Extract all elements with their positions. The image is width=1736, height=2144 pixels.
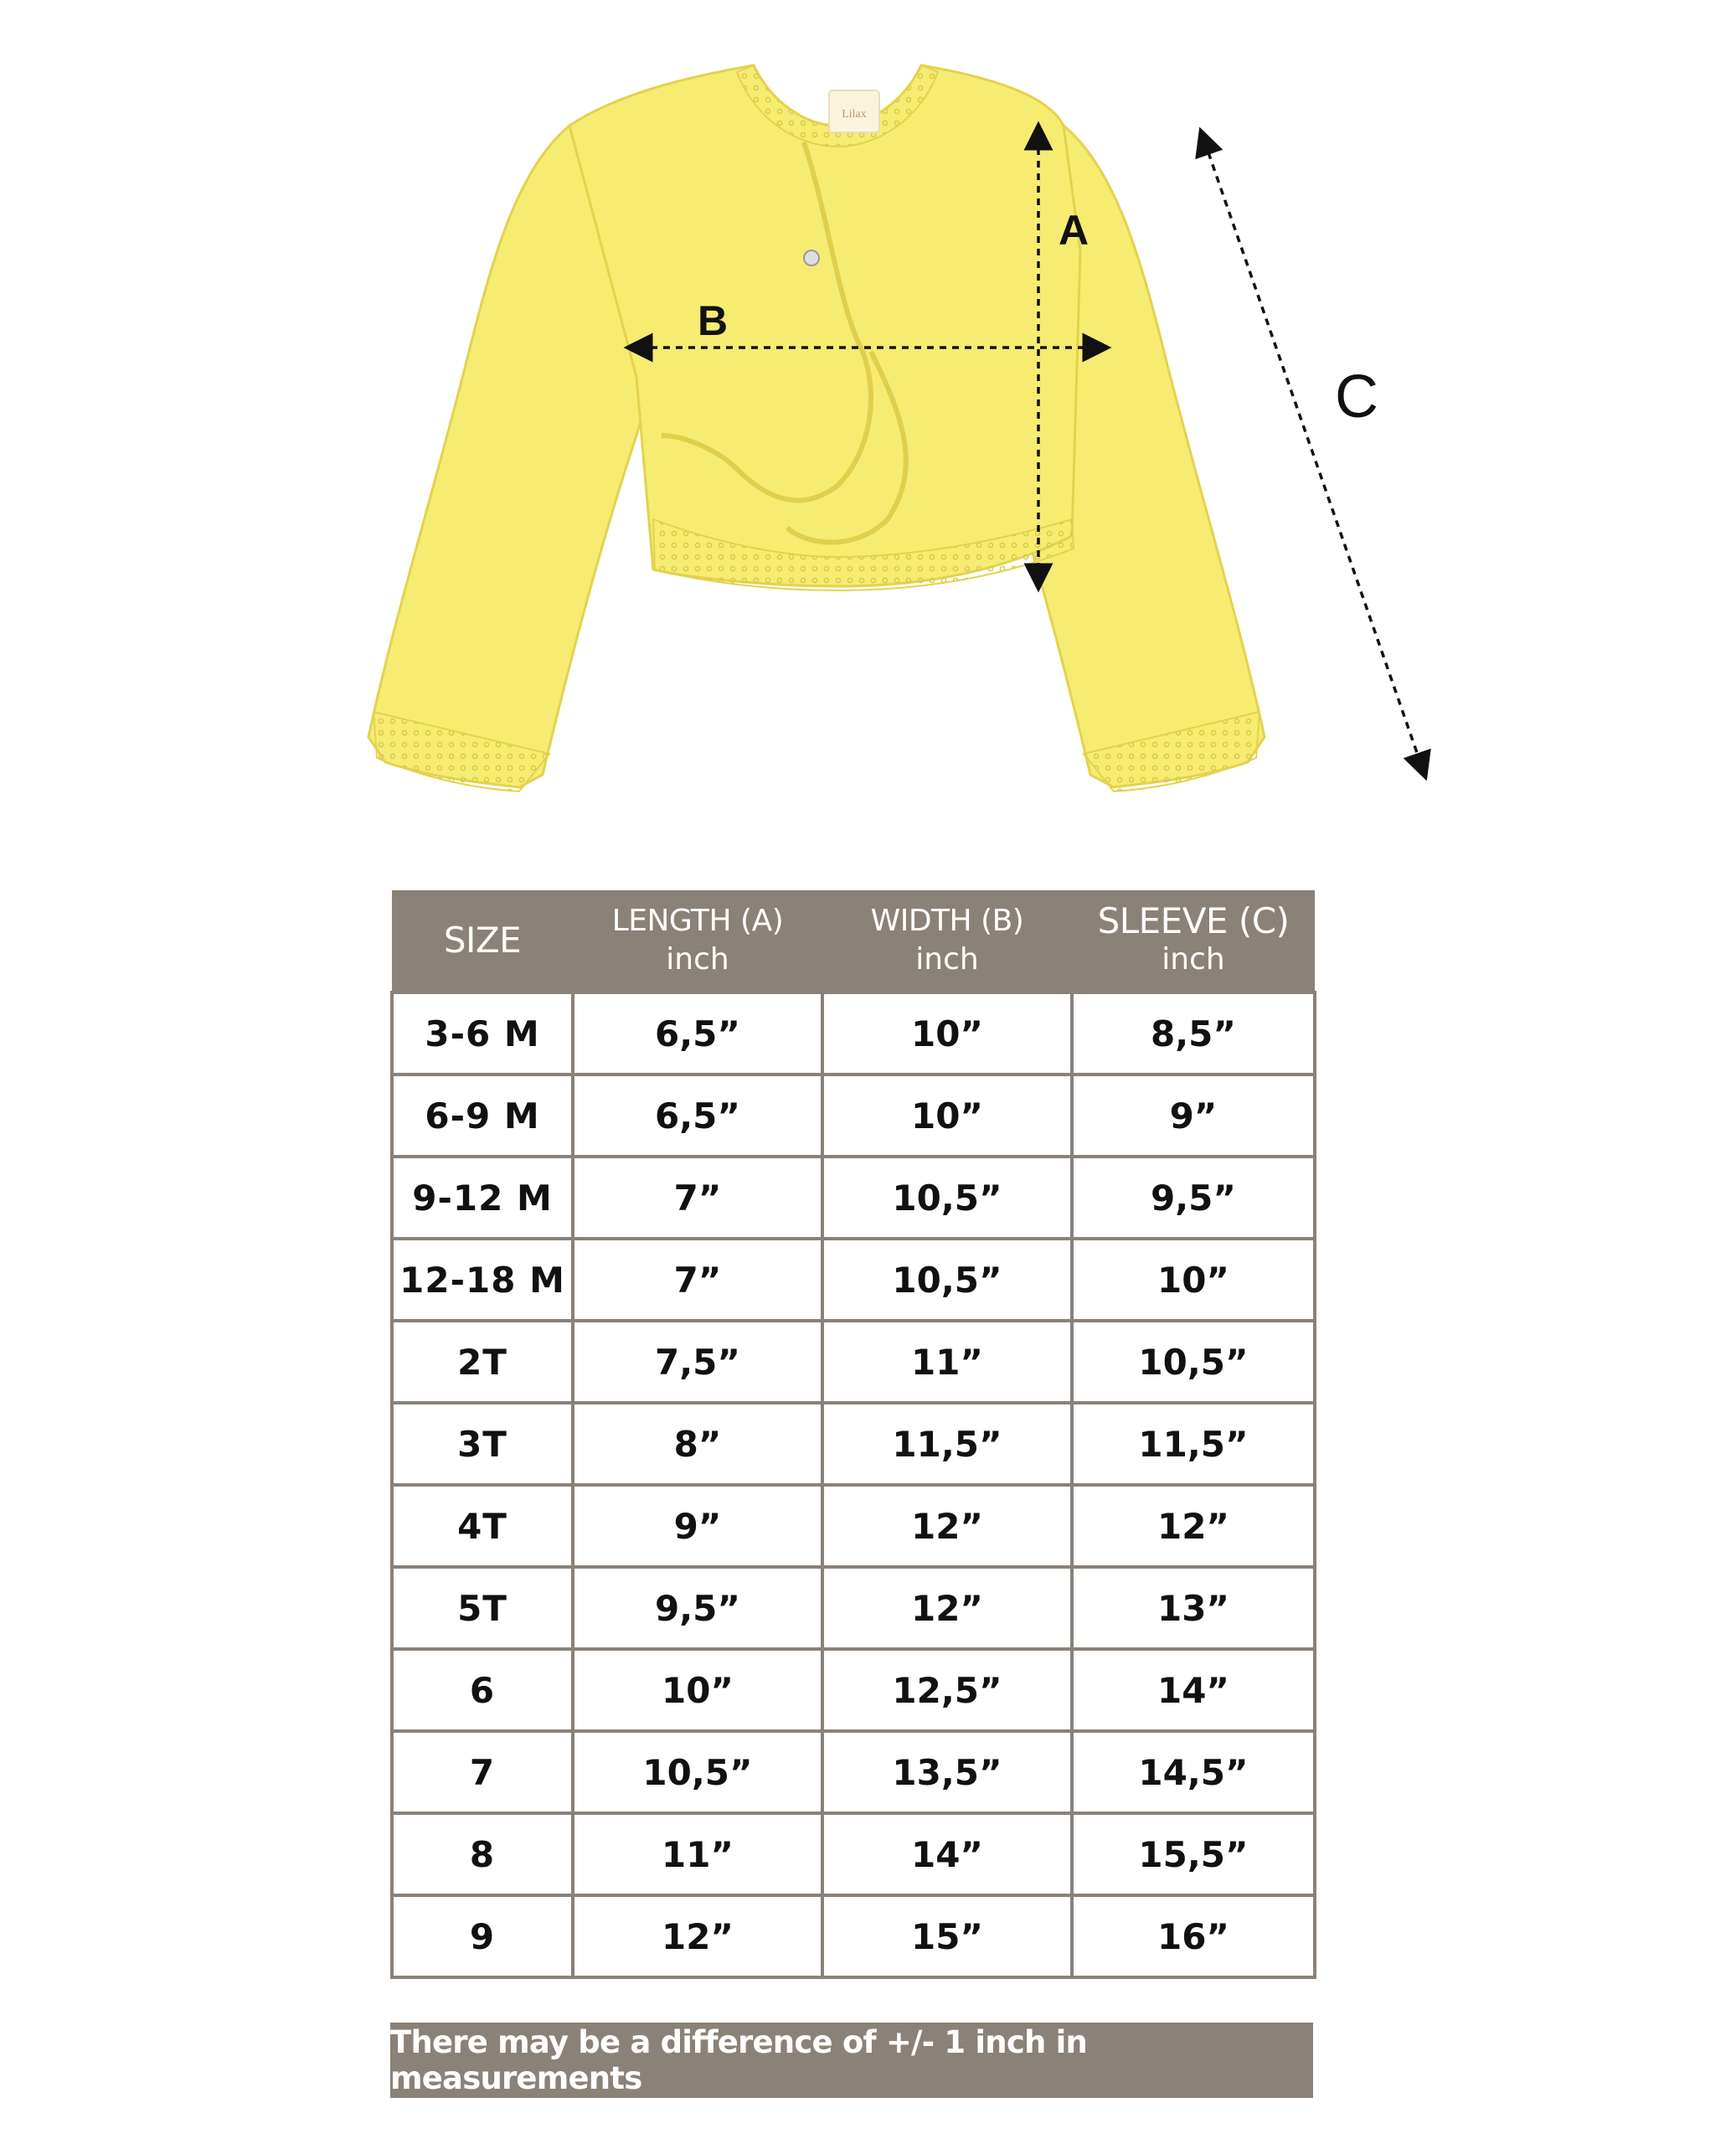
width-cell: 12” [822, 1485, 1072, 1567]
header-length: LENGTH (A) inch [573, 890, 822, 992]
brand-tag-text: Lilax [842, 108, 867, 121]
size-cell: 3-6 M [392, 992, 573, 1075]
sleeve-cell: 14” [1072, 1649, 1315, 1731]
size-cell: 2T [392, 1321, 573, 1403]
sleeve-cell: 15,5” [1072, 1813, 1315, 1895]
length-cell: 11” [573, 1813, 822, 1895]
table-row [392, 1649, 1315, 1731]
size-cell: 7 [392, 1731, 573, 1813]
width-cell: 10” [822, 992, 1072, 1075]
label-b: B [697, 297, 729, 344]
width-cell: 12” [822, 1567, 1072, 1649]
size-cell: 12-18 M [392, 1239, 573, 1321]
width-cell: 14” [822, 1813, 1072, 1895]
button-icon [804, 250, 819, 265]
size-cell: 6-9 M [392, 1075, 573, 1157]
label-c: C [1335, 363, 1378, 430]
sleeve-cell: 12” [1072, 1485, 1315, 1567]
size-cell: 3T [392, 1403, 573, 1485]
sleeve-cell: 9” [1072, 1075, 1315, 1157]
length-cell: 10,5” [573, 1731, 822, 1813]
length-cell: 7” [573, 1239, 822, 1321]
width-cell: 10” [822, 1075, 1072, 1157]
header-width: WIDTH (B) inch [822, 890, 1072, 992]
length-cell: 7” [573, 1157, 822, 1239]
length-cell: 7,5” [573, 1321, 822, 1403]
table-row [392, 1731, 1315, 1813]
length-cell: 8” [573, 1403, 822, 1485]
size-cell: 8 [392, 1813, 573, 1895]
table-row [392, 1075, 1315, 1157]
sleeve-cell: 8,5” [1072, 992, 1315, 1075]
sleeve-cell: 10” [1072, 1239, 1315, 1321]
sleeve-cell: 10,5” [1072, 1321, 1315, 1403]
table-row [392, 1321, 1315, 1403]
size-chart-table [390, 890, 1316, 1979]
table-row [392, 992, 1315, 1075]
width-cell: 10,5” [822, 1157, 1072, 1239]
size-cell: 6 [392, 1649, 573, 1731]
length-cell: 12” [573, 1895, 822, 1977]
length-cell: 9,5” [573, 1567, 822, 1649]
table-row [392, 1157, 1315, 1239]
table-row [392, 1239, 1315, 1321]
width-cell: 10,5” [822, 1239, 1072, 1321]
length-cell: 10” [573, 1649, 822, 1731]
label-a: A [1058, 207, 1090, 254]
length-cell: 9” [573, 1485, 822, 1567]
header-size: SIZE [392, 890, 573, 992]
table-row [392, 1895, 1315, 1977]
garment-diagram [0, 0, 1736, 838]
sleeve-cell: 16” [1072, 1895, 1315, 1977]
table-row [392, 1813, 1315, 1895]
table-row [392, 1485, 1315, 1567]
size-cell: 4T [392, 1485, 573, 1567]
sleeve-cell: 11,5” [1072, 1403, 1315, 1485]
size-cell: 9-12 M [392, 1157, 573, 1239]
width-cell: 11” [822, 1321, 1072, 1403]
width-cell: 13,5” [822, 1731, 1072, 1813]
header-sleeve: SLEEVE (C) inch [1072, 890, 1315, 992]
length-cell: 6,5” [573, 992, 822, 1075]
sleeve-cell: 13” [1072, 1567, 1315, 1649]
length-cell: 6,5” [573, 1075, 822, 1157]
size-cell: 5T [392, 1567, 573, 1649]
sleeve-cell: 9,5” [1072, 1157, 1315, 1239]
table-row [392, 1567, 1315, 1649]
measurement-disclaimer: There may be a difference of +/- 1 inch in measurements [390, 2023, 1313, 2098]
width-cell: 12,5” [822, 1649, 1072, 1731]
sleeve-cell: 14,5” [1072, 1731, 1315, 1813]
width-cell: 11,5” [822, 1403, 1072, 1485]
size-cell: 9 [392, 1895, 573, 1977]
width-cell: 15” [822, 1895, 1072, 1977]
table-header-row [392, 890, 1315, 992]
table-row [392, 1403, 1315, 1485]
